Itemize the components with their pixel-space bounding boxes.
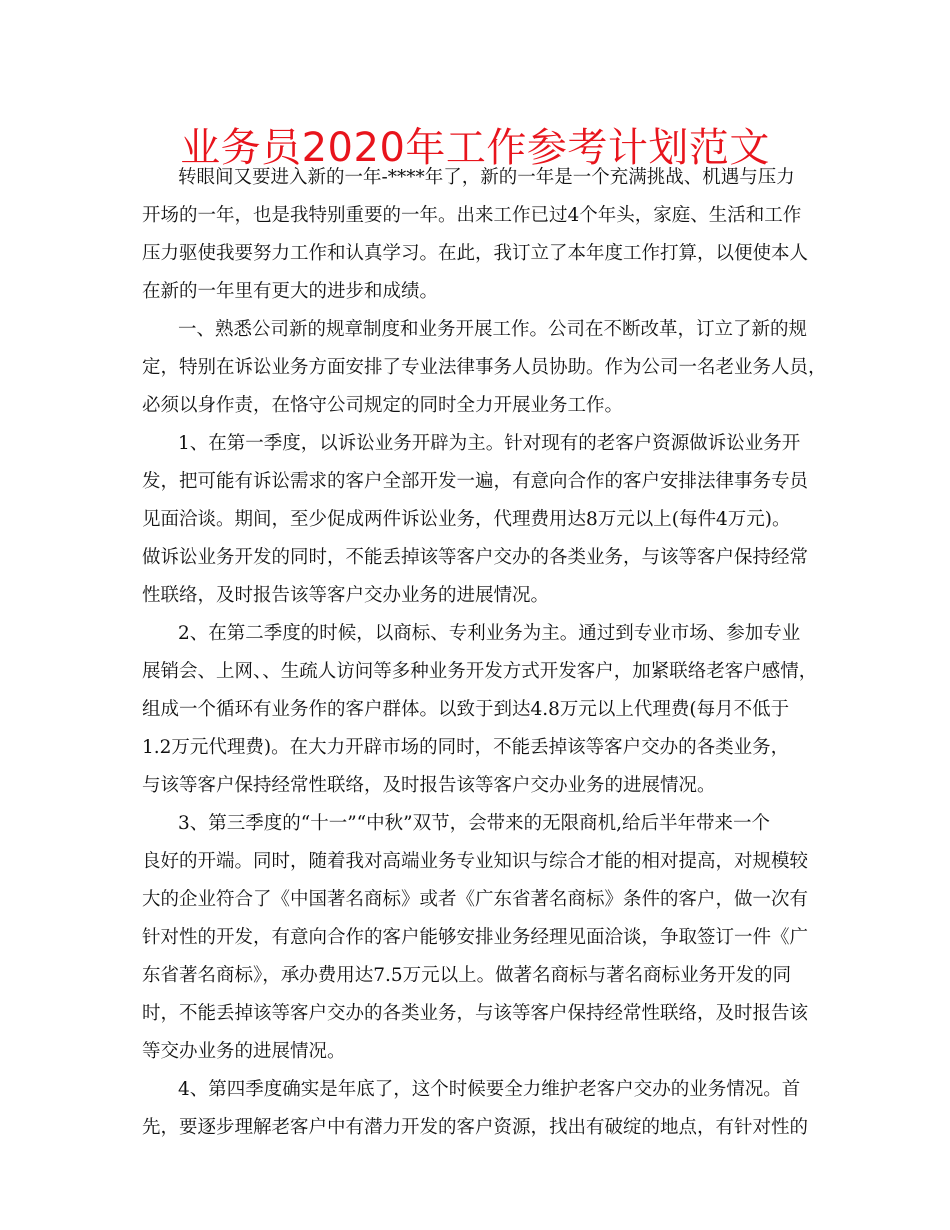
- paragraph-line: 2、在第二季度的时候，以商标、专利业务为主。通过到专业市场、参加专业: [178, 623, 801, 644]
- paragraph-line: 4、第四季度确实是年底了，这个时候要全力维护老客户交办的业务情况。首: [178, 1079, 801, 1100]
- paragraph-line: 针对性的开发，有意向合作的客户能够安排业务经理见面洽谈，争取签订一件《广: [142, 927, 809, 948]
- paragraph-line: 必须以身作责，在恪守公司规定的同时全力开展业务工作。: [142, 395, 624, 416]
- paragraph-line: 展销会、上网、、生疏人访问等多种业务开发方式开发客户，加紧联络老客户感情，: [142, 661, 818, 682]
- paragraph-line: 1、在第一季度，以诉讼业务开辟为主。针对现有的老客户资源做诉讼业务开: [178, 433, 801, 454]
- paragraph-line: 东省著名商标》，承办费用达7.5万元以上。做著名商标与著名商标业务开发的同: [142, 965, 792, 986]
- paragraph-line: 1.2万元代理费)。在大力开辟市场的同时，不能丢掉该等客户交办的各类业务，: [142, 737, 790, 758]
- paragraph-line: 性联络，及时报告该等客户交办业务的进展情况。: [142, 585, 550, 606]
- paragraph-line: 发，把可能有诉讼需求的客户全部开发一遍，有意向合作的客户安排法律事务专员: [142, 471, 809, 492]
- paragraph-line: 见面洽谈。期间，至少促成两件诉讼业务，代理费用达8万元以上(每件4万元)。: [142, 509, 791, 530]
- document-title: 业务员2020年工作参考计划范文: [180, 125, 770, 171]
- paragraph-line: 做诉讼业务开发的同时，不能丢掉该等客户交办的各类业务，与该等客户保持经常: [142, 547, 809, 568]
- paragraph-line: 时，不能丢掉该等客户交办的各类业务，与该等客户保持经常性联络，及时报告该: [142, 1003, 809, 1024]
- paragraph-line: 转眼间又要进入新的一年-****年了，新的一年是一个充满挑战、机遇与压力: [178, 167, 795, 188]
- paragraph-line: 良好的开端。同时，随着我对高端业务专业知识与综合才能的相对提高，对规模较: [142, 851, 809, 872]
- paragraph-line: 定，特别在诉讼业务方面安排了专业法律事务人员协助。作为公司一名老业务人员，: [142, 357, 827, 378]
- paragraph-line: 开场的一年，也是我特别重要的一年。出来工作已过4个年头，家庭、生活和工作: [142, 205, 802, 226]
- paragraph-line: 一、熟悉公司新的规章制度和业务开展工作。公司在不断改革，订立了新的规: [178, 319, 808, 340]
- paragraph-line: 组成一个循环有业务作的客户群体。以致于到达4.8万元以上代理费(每月不低于: [142, 699, 790, 720]
- paragraph-line: 3、第三季度的“十一”“中秋”双节，会带来的无限商机,给后半年带来一个: [178, 813, 770, 834]
- paragraph-line: 与该等客户保持经常性联络，及时报告该等客户交办业务的进展情况。: [142, 775, 716, 796]
- paragraph-line: 先，要逐步理解老客户中有潜力开发的客户资源，找出有破绽的地点，有针对性的: [142, 1117, 809, 1138]
- paragraph-line: 压力驱使我要努力工作和认真学习。在此，我订立了本年度工作打算，以便使本人: [142, 243, 809, 264]
- paragraph-line: 等交办业务的进展情况。: [142, 1041, 346, 1062]
- paragraph-line: 大的企业符合了《中国著名商标》或者《广东省著名商标》条件的客户，做一次有: [142, 889, 809, 910]
- paragraph-line: 在新的一年里有更大的进步和成绩。: [142, 281, 439, 302]
